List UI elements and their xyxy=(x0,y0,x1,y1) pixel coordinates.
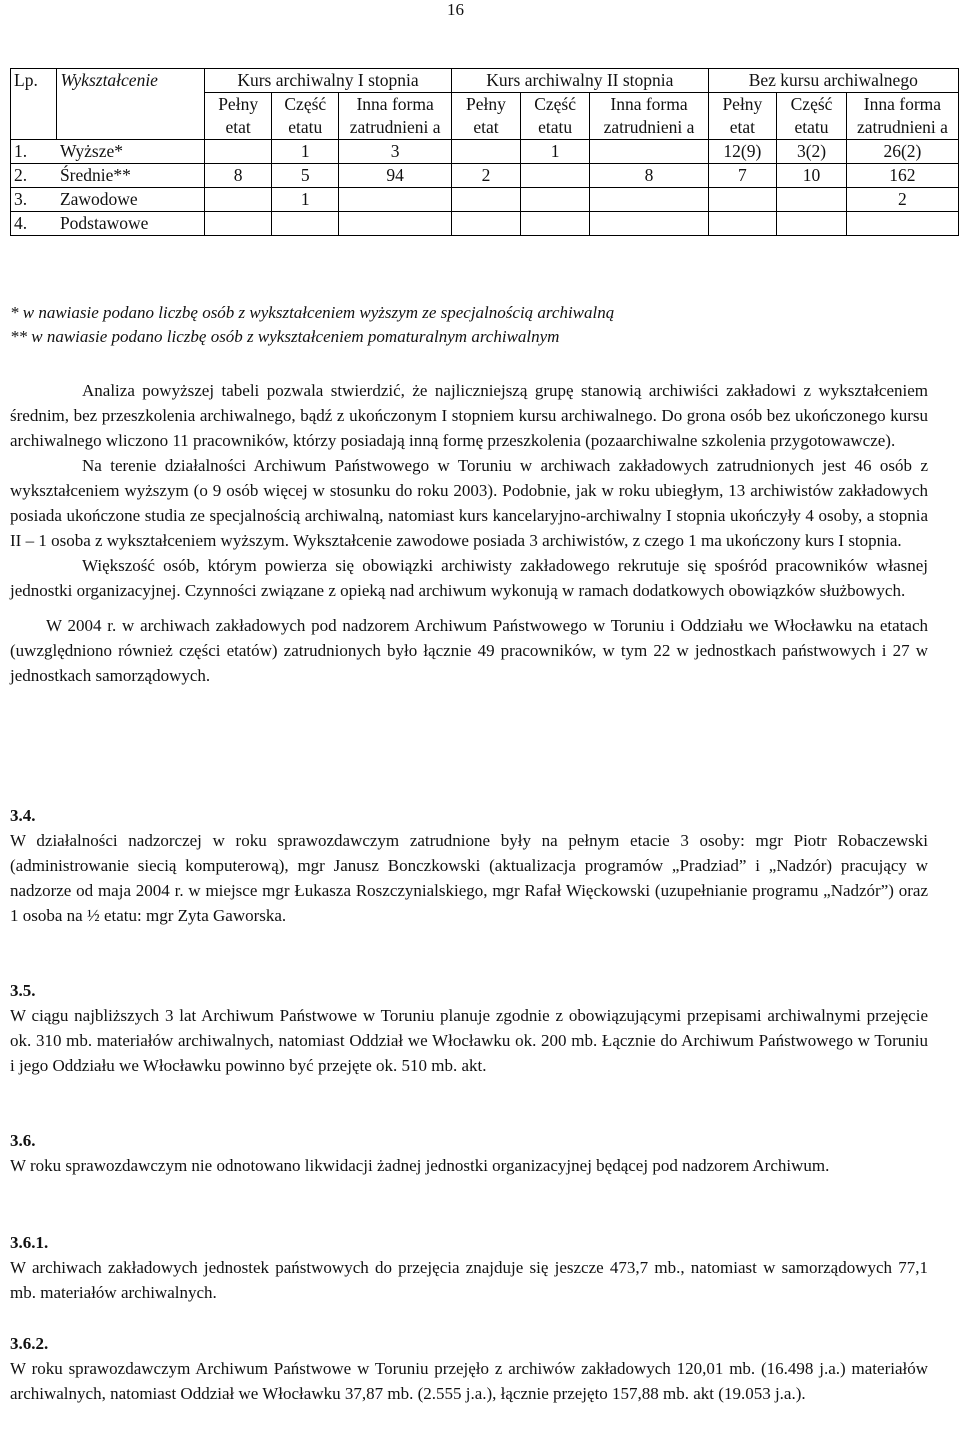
body-text xyxy=(10,378,928,688)
section-3-6 xyxy=(10,1128,928,1178)
table-cell: 1 xyxy=(520,140,590,164)
subheader-other: Inna forma zatrudnieni a xyxy=(590,93,708,140)
subheader-part: Część etatu xyxy=(272,93,339,140)
table-cell xyxy=(777,212,847,236)
table-cell xyxy=(272,212,339,236)
row-education-level: Średnie** xyxy=(57,164,204,188)
header-group-course-2: Kurs archiwalny II stopnia xyxy=(452,69,708,93)
table-row xyxy=(11,164,959,188)
table-cell xyxy=(590,140,708,164)
table-cell: 2 xyxy=(452,164,521,188)
table-cell: 162 xyxy=(846,164,958,188)
table-row xyxy=(11,212,959,236)
row-number: 3. xyxy=(11,188,57,212)
row-education-level: Wyższe* xyxy=(57,140,204,164)
subheader-part: Część etatu xyxy=(520,93,590,140)
table-cell: 7 xyxy=(708,164,777,188)
table-cell: 1 xyxy=(272,140,339,164)
section-number: 3.5. xyxy=(10,981,36,1000)
subheader-full: Pełny etat xyxy=(708,93,777,140)
table-row xyxy=(11,140,959,164)
footnotes xyxy=(10,301,950,349)
paragraph: W 2004 r. w archiwach zakładowych pod nadzorem Archiwum Państwowego w Toruniu i Oddziału we Włocławku na etatach (uwzględniono również części etatów) zatrudnionych było łącznie 49 pracowników, w tym 22 w jednostkach państwowych i 27 w jednostkach samorządowych. xyxy=(10,616,928,685)
section-number: 3.6.2. xyxy=(10,1334,49,1353)
table-cell xyxy=(452,188,521,212)
section-number: 3.4. xyxy=(10,806,36,825)
section-3-6-1 xyxy=(10,1230,928,1305)
section-number: 3.6. xyxy=(10,1131,36,1150)
table-cell: 3 xyxy=(339,140,452,164)
table-cell: 94 xyxy=(339,164,452,188)
row-education-level: Zawodowe xyxy=(57,188,204,212)
row-education-level: Podstawowe xyxy=(57,212,204,236)
table-cell xyxy=(708,188,777,212)
table-cell xyxy=(846,212,958,236)
section-number: 3.6.1. xyxy=(10,1233,49,1252)
table-cell xyxy=(452,212,521,236)
section-3-5 xyxy=(10,978,928,1078)
header-group-no-course: Bez kursu archiwalnego xyxy=(708,69,958,93)
table-cell xyxy=(520,164,590,188)
footnote: ** w nawiasie podano liczbę osób z wykształceniem pomaturalnym archiwalnym xyxy=(10,327,560,346)
paragraph: Większość osób, którym powierza się obowiązki archiwisty zakładowego rekrutuje się spośród pracowników własnej jednostki organizacyjnej. Czynności związane z opieką nad archiwum wykonują w ramach dodatkowych obowiązków służbowych. xyxy=(10,556,928,600)
subheader-full: Pełny etat xyxy=(204,93,272,140)
table-cell: 26(2) xyxy=(846,140,958,164)
table-cell: 3(2) xyxy=(777,140,847,164)
table-row xyxy=(11,188,959,212)
table-cell xyxy=(204,188,272,212)
section-3-6-2 xyxy=(10,1331,928,1406)
row-number: 4. xyxy=(11,212,57,236)
table-cell xyxy=(777,188,847,212)
table-cell: 2 xyxy=(846,188,958,212)
table-cell: 8 xyxy=(590,164,708,188)
table-cell: 10 xyxy=(777,164,847,188)
row-number: 1. xyxy=(11,140,57,164)
section-text: W roku sprawozdawczym Archiwum Państwowe w Toruniu przejęło z archiwów zakładowych 120,01 mb. (16.498 j.a.) materiałów archiwalnych, natomiast Oddział we Włocławku 37,87 mb. (2.555 j.a.), łącznie przejęto 157,88 mb. akt (19.053 j.a.). xyxy=(10,1359,928,1403)
table-cell xyxy=(520,212,590,236)
table-cell xyxy=(452,140,521,164)
table-cell xyxy=(708,212,777,236)
table-cell xyxy=(204,140,272,164)
section-text: W archiwach zakładowych jednostek państwowych do przejęcia znajduje się jeszcze 473,7 mb., natomiast w samorządowych 77,1 mb. materiałów archiwalnych. xyxy=(10,1258,928,1302)
paragraph: Analiza powyższej tabeli pozwala stwierdzić, że najliczniejszą grupę stanowią archiwiści zakładowi z wykształceniem średnim, bez przeszkolenia archiwalnego, bądź z ukończonym I stopniem kursu archiwalnego. Do grona osób bez ukończonego kursu archiwalnego wliczono 11 pracowników, którzy posiadają inną formę przeszkolenia (pozaarchiwalne szkolenia przygotowawcze). xyxy=(10,381,928,450)
table-cell xyxy=(339,212,452,236)
section-text: W ciągu najbliższych 3 lat Archiwum Państwowe w Toruniu planuje zgodnie z obowiązującymi przepisami archiwalnymi przejęcie ok. 310 mb. materiałów archiwalnych, natomiast Oddział we Włocławku ok. 200 mb. Łącznie do Archiwum Państwowego w Toruniu i jego Oddziału we Włocławku powinno być przejęte ok. 510 mb. akt. xyxy=(10,1006,928,1075)
header-education: Wykształcenie xyxy=(57,69,204,140)
table-cell: 1 xyxy=(272,188,339,212)
table-cell xyxy=(590,212,708,236)
subheader-full: Pełny etat xyxy=(452,93,521,140)
table-cell xyxy=(590,188,708,212)
table-body xyxy=(11,140,959,236)
header-group-course-1: Kurs archiwalny I stopnia xyxy=(204,69,451,93)
header-lp: Lp. xyxy=(11,69,57,140)
table-cell: 8 xyxy=(204,164,272,188)
table-cell xyxy=(520,188,590,212)
page-number: 16 xyxy=(447,0,464,19)
subheader-other: Inna forma zatrudnieni a xyxy=(339,93,452,140)
section-text: W roku sprawozdawczym nie odnotowano likwidacji żadnej jednostki organizacyjnej będącej pod nadzorem Archiwum. xyxy=(10,1156,830,1175)
subheader-part: Część etatu xyxy=(777,93,847,140)
table-cell: 12(9) xyxy=(708,140,777,164)
table-header-row xyxy=(11,69,959,93)
section-3-4 xyxy=(10,803,928,928)
row-number: 2. xyxy=(11,164,57,188)
subheader-other: Inna forma zatrudnieni a xyxy=(846,93,958,140)
table-cell xyxy=(204,212,272,236)
table-cell xyxy=(339,188,452,212)
paragraph: Na terenie działalności Archiwum Państwowego w Toruniu w archiwach zakładowych zatrudnionych jest 46 osób z wykształceniem wyższym (o 9 osób więcej w stosunku do roku 2003). Podobnie, jak w roku ubiegłym, 13 archiwistów zakładowych posiada ukończone studia ze specjalnością archiwalną, natomiast kurs kancelaryjno-archiwalny I stopnia ukończyły 4 osoby, a stopnia II – 1 osoba z wykształceniem wyższym. Wykształcenie zawodowe posiada 3 archiwistów, z czego 1 ma ukończony kurs I stopnia. xyxy=(10,456,928,550)
footnote: * w nawiasie podano liczbę osób z wykształceniem wyższym ze specjalnością archiwalną xyxy=(10,303,615,322)
education-table xyxy=(10,68,959,236)
section-text: W działalności nadzorczej w roku sprawozdawczym zatrudnione były na pełnym etacie 3 osoby: mgr Piotr Robaczewski (administrowanie siecią komputerową), mgr Janusz Bonczkowski (aktualizacja programów „Pradziad” i „Nadzór) pracujący w nadzorze od maja 2004 r. w miejsce mgr Łukasza Roszczynialskiego, mgr Rafał Więckowski (uzupełnianie programu „Nadzór”) oraz 1 osoba na ½ etatu: mgr Zyta Gaworska. xyxy=(10,831,928,925)
table-cell: 5 xyxy=(272,164,339,188)
